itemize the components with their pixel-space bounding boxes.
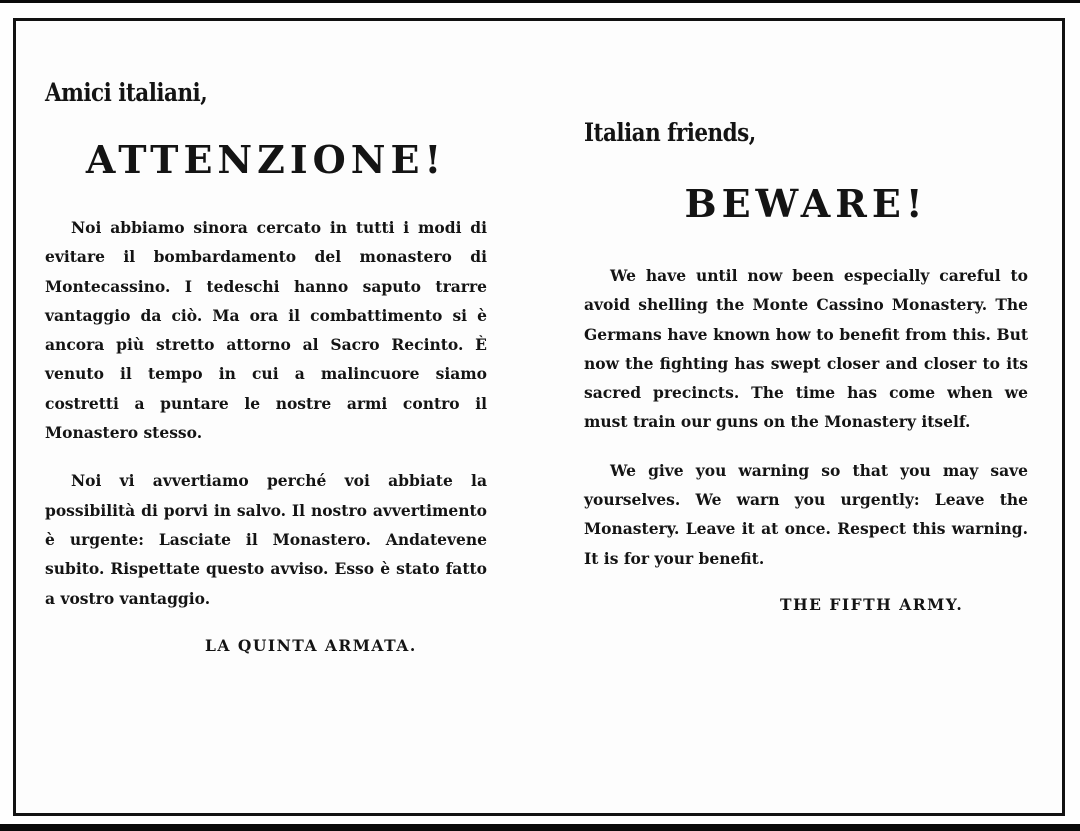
english-salutation: Italian friends, [584, 118, 756, 147]
italian-salutation: Amici italiani, [45, 78, 208, 107]
bottom-edge [0, 824, 1080, 831]
english-headline: BEWARE! [684, 181, 928, 226]
english-paragraph-2: We give you warning so that you may save yourselves. We warn you urgently: Leave the Monastery. Leave it at once. Respect this warning. It is for your benefit. [584, 460, 1028, 568]
english-signature: THE FIFTH ARMY. [780, 594, 964, 614]
italian-paragraph-2: Noi vi avvertiamo perché voi abbiate la possibilità di porvi in salvo. Il nostro avvertimento è urgente: Lasciate il Monastero. Andatevene subito. Rispettate questo avviso. Esso è stato fatto a vostro vantaggio. [45, 471, 487, 608]
english-column [584, 118, 1028, 614]
italian-headline: ATTENZIONE! [85, 137, 447, 182]
italian-column [45, 78, 487, 655]
italian-paragraph-1: Noi abbiamo sinora cercato in tutti i modi di evitare il bombardamento del monastero di Montecassino. I tedeschi hanno saputo trarre vantaggio da ciò. Ma ora il combattimento si è ancora più stretto attorno al Sacro Recinto. È venuto il tempo in cui a malincuore siamo costretti a puntare le nostre armi contro il Monastero stesso. [45, 218, 487, 443]
english-paragraph-1: We have until now been especially careful to avoid shelling the Monte Cassino Monastery. The Germans have known how to benefit from this. But now the fighting has swept closer and closer to its sacred precincts. The time has come when we must train our guns on the Monastery itself. [584, 266, 1028, 432]
italian-signature: LA QUINTA ARMATA. [205, 635, 417, 655]
top-edge [0, 0, 1080, 3]
